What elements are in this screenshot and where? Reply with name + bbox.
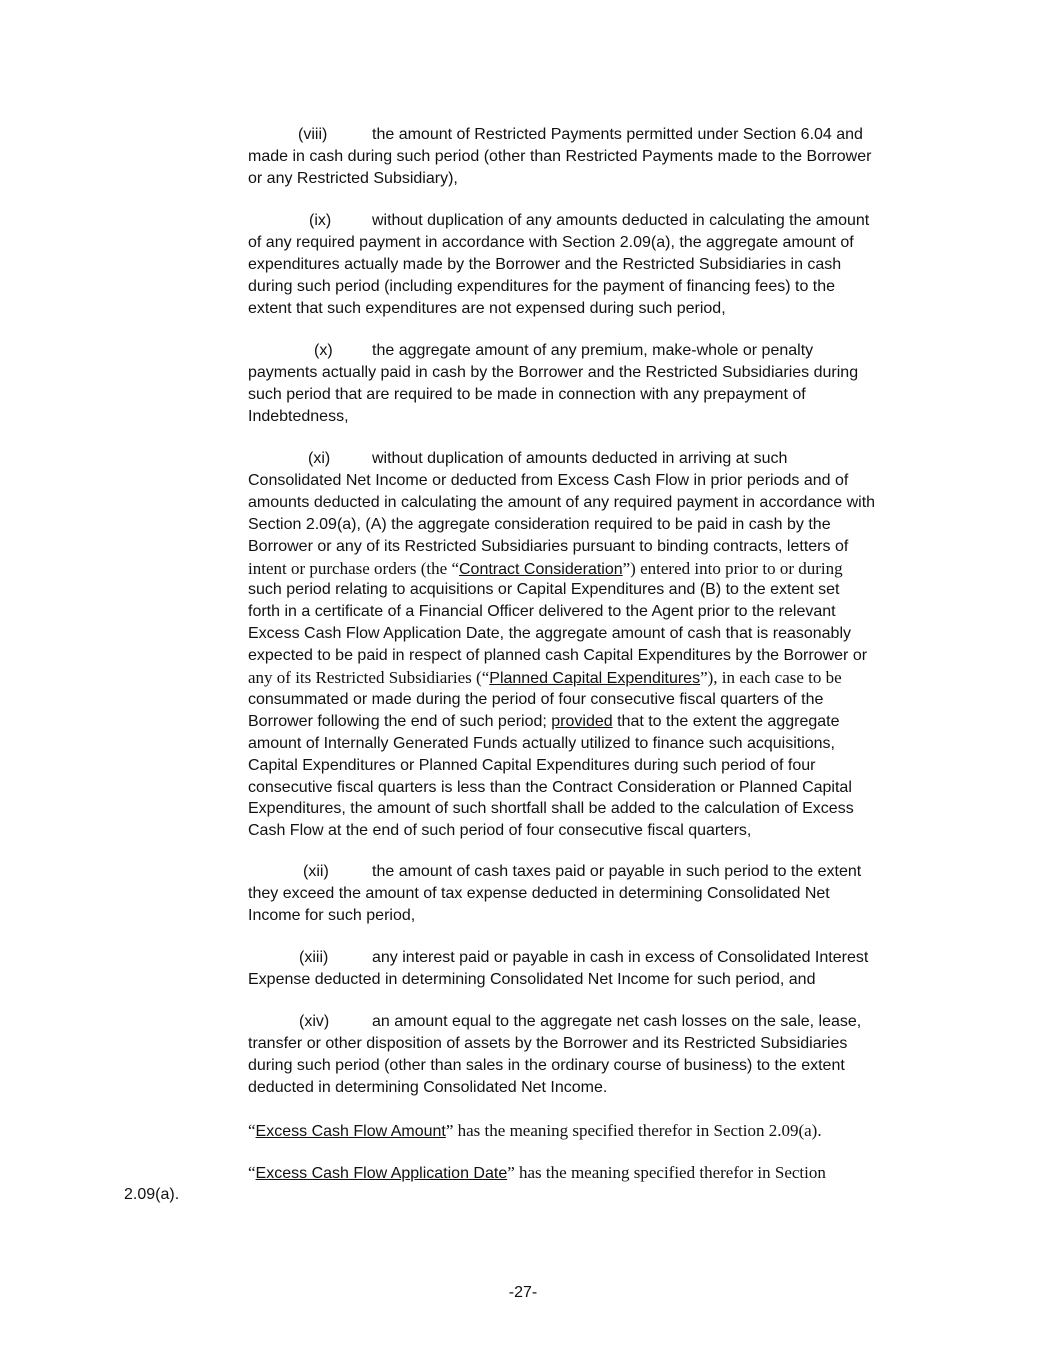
text-segment: Section 2.09(a), (A) the aggregate consideration required to be paid in cash by the [248,515,831,533]
text-segment: the aggregate amount of any premium, make-whole or penalty [372,342,814,359]
text-segment: “ [248,1121,256,1140]
text-line [372,125,863,145]
text-line [248,1056,845,1076]
defined-term: Excess Cash Flow Application Date [255,1165,508,1182]
text-segment: forth in a certificate of a Financial Officer delivered to the Agent prior to the relevant [248,603,836,621]
text-line [248,559,843,580]
text-segment: amount of Internally Generated Funds actually utilized to finance such acquisitions, [248,734,835,752]
text-line [248,1034,847,1054]
text-line [248,299,726,319]
defined-term: provided [551,712,613,730]
text-line [248,668,842,689]
text-segment: 2.09(a). [124,1186,180,1203]
text-line [248,690,823,710]
text-segment: extent that such expenditures are not expensed during such period, [248,299,726,317]
defined-term: Excess Cash Flow Amount [255,1123,446,1140]
text-line [248,363,858,383]
text-segment: during such period (including expenditures for the payment of financing fees) to the [248,277,836,295]
text-line [248,1078,607,1098]
text-segment: consummated or made during the period of four consecutive fiscal quarters of the [248,690,824,708]
text-segment: Consolidated Net Income or deducted from Excess Cash Flow in prior periods and of [248,471,849,489]
text-segment: Excess Cash Flow Application Date, the aggregate amount of cash that is reasonably [248,625,852,643]
text-line [372,449,787,469]
text-segment: made in cash during such period (other than Restricted Payments made to the Borrower [248,147,872,165]
text-segment: they exceed the amount of tax expense deducted in determining Consolidated Net [248,884,830,902]
text-segment: Borrower following the end of such period; [248,712,552,730]
text-line [248,233,854,253]
text-line [372,862,861,882]
text-line [248,471,848,491]
text-line [372,341,813,361]
clause-label: (ix) [309,212,332,229]
text-line [248,778,852,798]
text-segment: Expense deducted in determining Consolidated Net Income for such period, and [248,970,816,988]
text-segment: an amount equal to the aggregate net cash losses on the sale, lease, [372,1013,862,1030]
text-segment: such period that are required to be made in connection with any prepayment of [248,385,806,403]
text-line [248,147,871,167]
text-segment: consecutive fiscal quarters is less than the Contract Consideration or Planned Capital [248,778,852,796]
text-line [372,948,868,968]
text-line [124,1185,179,1205]
text-line [248,255,841,275]
text-line [248,493,875,513]
text-segment: expenditures actually made by the Borrower and the Restricted Subsidiaries in cash [248,255,842,273]
text-segment: deducted in determining Consolidated Net Income. [248,1078,608,1096]
text-segment: payments actually paid in cash by the Borrower and the Restricted Subsidiaries during [248,363,859,381]
text-line [248,799,854,819]
text-line [248,734,835,754]
text-line [248,1163,826,1184]
text-segment: without duplication of any amounts deducted in calculating the amount [372,212,870,229]
clause-label: (xii) [303,863,329,880]
text-line [248,602,836,622]
text-line [248,646,867,666]
text-segment: Borrower or any of its Restricted Subsidiaries pursuant to binding contracts, letters of [248,537,849,555]
text-line [248,821,751,841]
text-segment: transfer or other disposition of assets by the Borrower and its Restricted Subsidiaries [248,1034,848,1052]
text-segment: “ [248,1163,256,1182]
text-line [248,712,840,732]
text-line [248,756,815,776]
text-segment: the amount of cash taxes paid or payable in such period to the extent [372,863,862,880]
page-number: -27- [508,1284,538,1301]
text-line [248,970,815,990]
text-segment: any of its Restricted Subsidiaries (“ [248,668,490,687]
text-line [248,515,831,535]
text-segment: ” has the meaning specified therefor in Section 2.09(a). [445,1121,822,1140]
text-segment: intent or purchase orders (the “ [248,558,459,578]
text-segment: Indebtedness, [248,407,349,425]
text-line [248,1121,822,1142]
text-segment: or any Restricted Subsidiary), [248,169,458,187]
text-segment: of any required payment in accordance with Section 2.09(a), the aggregate amount of [248,233,854,251]
text-line [248,906,415,926]
clause-label: (x) [314,342,333,359]
clause-label: (xiii) [299,949,329,966]
text-segment: expected to be paid in respect of planned cash Capital Expenditures by the Borrower or [248,647,868,665]
text-line [248,277,835,297]
defined-term: Contract Consideration [459,560,623,578]
clause-label: (xi) [308,450,331,467]
text-segment: ” has the meaning specified therefor in Section [507,1163,826,1182]
text-line [372,1012,861,1032]
clause-label: (xiv) [299,1013,330,1030]
clause-label: (viii) [298,126,328,143]
text-line [248,385,806,405]
text-segment: Capital Expenditures or Planned Capital Expenditures during such period of four [248,756,816,774]
text-line [372,211,869,231]
text-segment: amounts deducted in calculating the amount of any required payment in accordance with [248,493,876,511]
text-line [248,169,458,189]
text-segment: the amount of Restricted Payments permitted under Section 6.04 and [372,126,863,143]
text-segment: that to the extent the aggregate [612,712,840,730]
text-segment: ”) entered into prior to or during [622,558,843,578]
defined-term: Planned Capital Expenditures [489,670,701,687]
text-line [248,407,349,427]
text-segment: such period relating to acquisitions or Capital Expenditures and (B) to the extent set [248,581,840,599]
text-segment: Cash Flow at the end of such period of four consecutive fiscal quarters, [248,822,752,840]
text-segment: ”), in each case to be [700,668,842,687]
text-line [248,580,839,600]
text-segment: without duplication of amounts deducted in arriving at such [372,450,788,467]
text-line [248,884,830,904]
text-line [248,624,851,644]
text-segment: Expenditures, the amount of such shortfall shall be added to the calculation of Excess [248,800,854,818]
text-line [248,537,848,557]
text-segment: any interest paid or payable in cash in excess of Consolidated Interest [372,949,869,966]
text-segment: during such period (other than sales in the ordinary course of business) to the extent [248,1056,845,1074]
text-segment: Income for such period, [248,906,416,924]
